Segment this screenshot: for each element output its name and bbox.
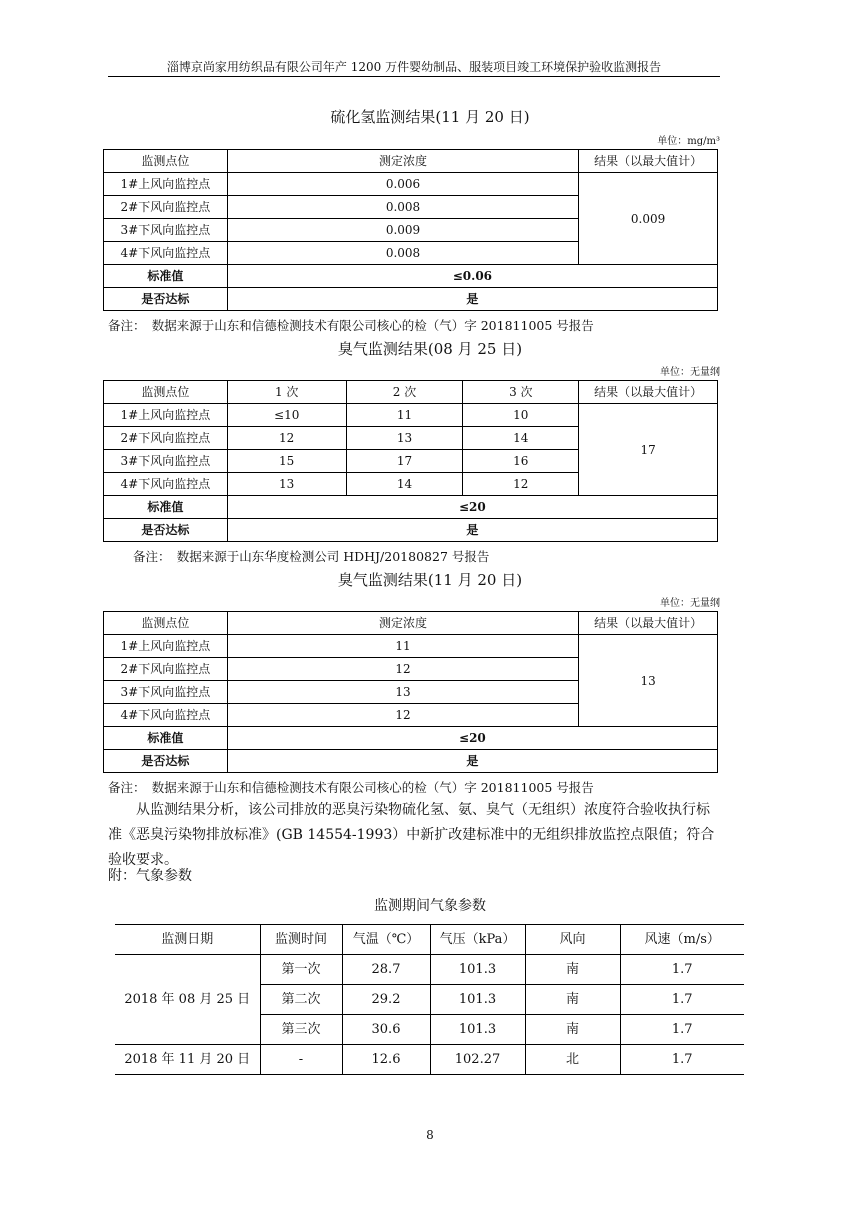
time-cell: 第三次 [260,1015,342,1045]
weather-table [115,924,744,1075]
point-cell: 4#下风向监控点 [104,473,228,496]
point-cell: 4#下风向监控点 [104,242,228,265]
value-cell: 13 [227,681,578,704]
point-cell: 2#下风向监控点 [104,427,228,450]
h2s-note: 备注： 数据来源于山东和信德检测技术有限公司核心的检（气）字 201811005 号报告 [108,318,594,333]
temp-cell: 29.2 [342,985,430,1015]
wind-direction-cell: 南 [525,955,620,985]
wind-direction-cell: 南 [525,1015,620,1045]
standard-row [104,496,718,519]
value-cell: 12 [463,473,579,496]
value-cell: 17 [346,450,463,473]
header-cell: 2 次 [346,381,463,404]
result-cell: 0.009 [579,173,718,265]
table-row [104,635,718,658]
header-cell: 气压（kPa） [430,925,525,955]
point-cell: 2#下风向监控点 [104,196,228,219]
wind-direction-cell: 北 [525,1045,620,1075]
pressure-cell: 101.3 [430,955,525,985]
temp-cell: 28.7 [342,955,430,985]
temp-cell: 30.6 [342,1015,430,1045]
time-cell: 第二次 [260,985,342,1015]
pressure-cell: 102.27 [430,1045,525,1075]
odor1-table-title: 臭气监测结果(08 月 25 日) [337,340,523,358]
value-cell: 0.009 [227,219,578,242]
value-cell: 0.006 [227,173,578,196]
value-cell: 0.008 [227,196,578,219]
header-cell: 风向 [525,925,620,955]
header-cell: 监测时间 [260,925,342,955]
odor2-table-title: 臭气监测结果(11 月 20 日) [337,571,523,589]
standard-label: 标准值 [104,496,228,519]
value-cell: 14 [463,427,579,450]
value-cell: 16 [463,450,579,473]
odor2-note: 备注： 数据来源于山东和信德检测技术有限公司核心的检（气）字 201811005 号报告 [108,780,594,795]
value-cell: 0.008 [227,242,578,265]
point-cell: 1#上风向监控点 [104,404,228,427]
table-row [104,173,718,196]
point-cell: 3#下风向监控点 [104,450,228,473]
point-cell: 1#上风向监控点 [104,173,228,196]
running-header: 淄博京尚家用纺织品有限公司年产 1200 万件婴幼制品、服装项目竣工环境保护验收监测报告 [166,60,662,74]
header-cell: 气温（℃） [342,925,430,955]
h2s-unit: 单位：mg/m³ [657,136,720,147]
table-row [115,1045,744,1075]
compliance-row [104,750,718,773]
pressure-cell: 101.3 [430,985,525,1015]
odor1-note: 备注： 数据来源于山东华度检测公司 HDHJ/20180827 号报告 [133,549,490,564]
compliance-label: 是否达标 [104,750,228,773]
header-cell: 3 次 [463,381,579,404]
value-cell: 15 [227,450,346,473]
point-cell: 4#下风向监控点 [104,704,228,727]
wind-speed-cell: 1.7 [620,985,744,1015]
value-cell: 12 [227,704,578,727]
table-header-row [104,381,718,404]
wind-speed-cell: 1.7 [620,1045,744,1075]
point-cell: 1#上风向监控点 [104,635,228,658]
value-cell: 11 [346,404,463,427]
header-cell: 监测点位 [104,612,228,635]
header-cell: 结果（以最大值计） [579,150,718,173]
compliance-value: 是 [227,288,717,311]
date-cell: 2018 年 11 月 20 日 [115,1045,260,1075]
time-cell: - [260,1045,342,1075]
point-cell: 3#下风向监控点 [104,219,228,242]
header-rule [108,76,720,77]
point-cell: 2#下风向监控点 [104,658,228,681]
standard-label: 标准值 [104,265,228,288]
header-cell: 风速（m/s） [620,925,744,955]
table-header-row [104,612,718,635]
compliance-label: 是否达标 [104,288,228,311]
odor1-unit: 单位：无量纲 [660,367,720,378]
point-cell: 3#下风向监控点 [104,681,228,704]
header-cell: 结果（以最大值计） [579,381,718,404]
time-cell: 第一次 [260,955,342,985]
h2s-table [103,149,718,311]
odor2-table [103,611,718,773]
compliance-value: 是 [227,750,717,773]
standard-row [104,727,718,750]
compliance-row [104,288,718,311]
value-cell: 12 [227,427,346,450]
compliance-row [104,519,718,542]
header-cell: 监测点位 [104,381,228,404]
value-cell: 13 [346,427,463,450]
date-cell: 2018 年 08 月 25 日 [115,955,260,1045]
appendix-label: 附：气象参数 [108,868,192,884]
h2s-table-title: 硫化氢监测结果(11 月 20 日) [330,108,530,126]
value-cell: 13 [227,473,346,496]
header-cell: 监测点位 [104,150,228,173]
table-row [115,955,744,985]
value-cell: 14 [346,473,463,496]
header-cell: 结果（以最大值计） [579,612,718,635]
value-cell: 11 [227,635,578,658]
table-header-row [104,150,718,173]
page-number: 8 [426,1128,434,1142]
wind-direction-cell: 南 [525,985,620,1015]
table-header-row [115,925,744,955]
compliance-value: 是 [227,519,717,542]
standard-value: ≤20 [227,727,717,750]
compliance-label: 是否达标 [104,519,228,542]
header-cell: 监测日期 [115,925,260,955]
temp-cell: 12.6 [342,1045,430,1075]
header-cell: 测定浓度 [227,150,578,173]
odor2-unit: 单位：无量纲 [660,598,720,609]
weather-table-title: 监测期间气象参数 [374,898,486,914]
wind-speed-cell: 1.7 [620,955,744,985]
result-cell: 17 [579,404,718,496]
wind-speed-cell: 1.7 [620,1015,744,1045]
header-cell: 测定浓度 [227,612,578,635]
standard-value: ≤0.06 [227,265,717,288]
table-row [104,404,718,427]
header-cell: 1 次 [227,381,346,404]
value-cell: 12 [227,658,578,681]
standard-row [104,265,718,288]
value-cell: 10 [463,404,579,427]
odor1-table [103,380,718,542]
pressure-cell: 101.3 [430,1015,525,1045]
result-cell: 13 [579,635,718,727]
standard-label: 标准值 [104,727,228,750]
conclusion-paragraph: 从监测结果分析，该公司排放的恶臭污染物硫化氢、氨、臭气（无组织）浓度符合验收执行标准《恶臭污染物排放标准》(GB 14554-1993）中新扩改建标准中的无组织排放监控点限值；符合验收要求。 [108,802,715,868]
value-cell: ≤10 [227,404,346,427]
standard-value: ≤20 [227,496,717,519]
